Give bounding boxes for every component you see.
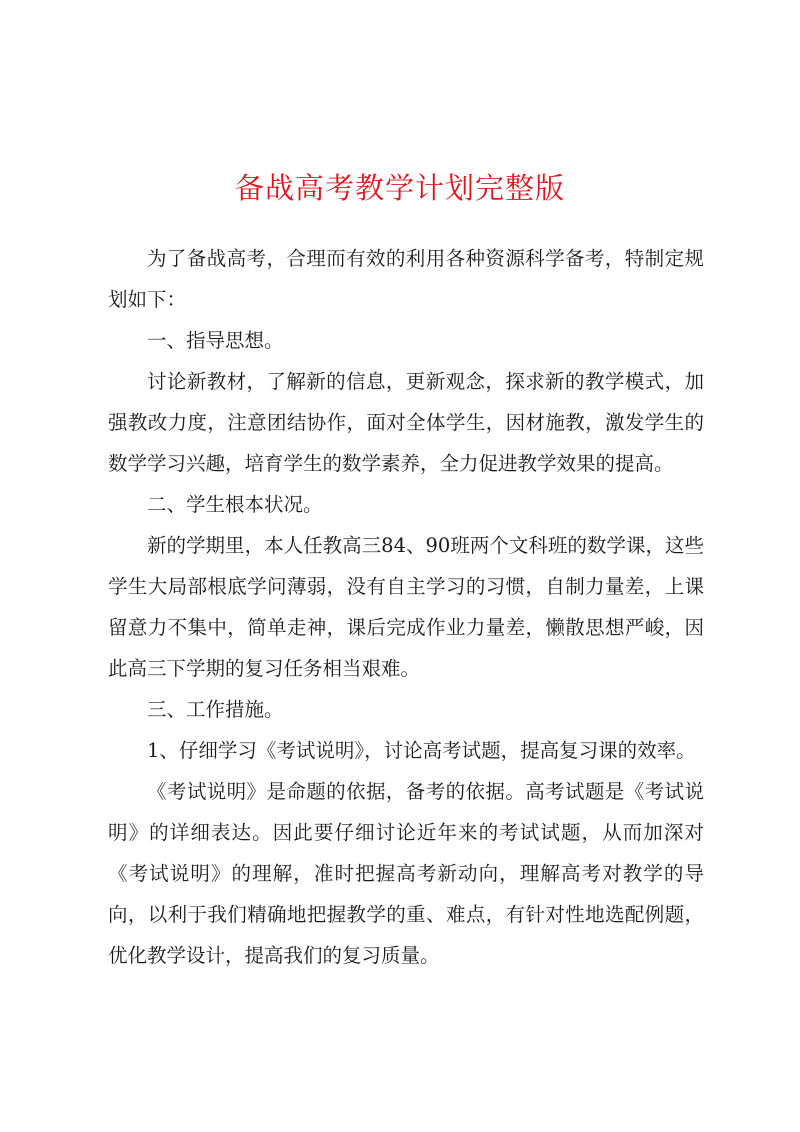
measure-item-1: 1、仔细学习《考试说明》，讨论高考试题，提高复习课的效率。: [147, 739, 696, 762]
document-title: 备战高考教学计划完整版: [234, 171, 565, 205]
measure-item-1-paragraph: 《考试说明》是命题的依据，备考的依据。高考试题是《考试说明》的详细表达。因此要仔细讨论近年来的考试试题，从而加深对《考试说明》的理解，准时把握高考新动向，理解高考对教学的导向，以利于我们精确地把握教学的重、难点，有针对性地选配例题，优化教学设计，提高我们的复习质量。: [108, 780, 704, 967]
student-status-paragraph: 新的学期里，本人任教高三84、90班两个文科班的数学课，这些学生大局部根底学问薄弱，没有自主学习的习惯，自制力量差，上课留意力不集中，简单走神，课后完成作业力量差，懒散思想严峻，因此高三下学期的复习任务相当艰难。: [108, 534, 704, 680]
section-heading-guiding-ideology: 一、指导思想。: [147, 329, 284, 352]
section-heading-student-status: 二、学生根本状况。: [147, 493, 323, 516]
section-heading-work-measures: 三、工作措施。: [147, 698, 284, 721]
document-body: [108, 238, 704, 976]
intro-paragraph: 为了备战高考，合理而有效的利用各种资源科学备考，特制定规划如下：: [108, 247, 704, 311]
guiding-ideology-paragraph: 讨论新教材，了解新的信息，更新观念，探求新的教学模式，加强教改力度，注意团结协作，面对全体学生，因材施教，激发学生的数学学习兴趣，培育学生的数学素养，全力促进教学效果的提高。: [108, 370, 704, 475]
